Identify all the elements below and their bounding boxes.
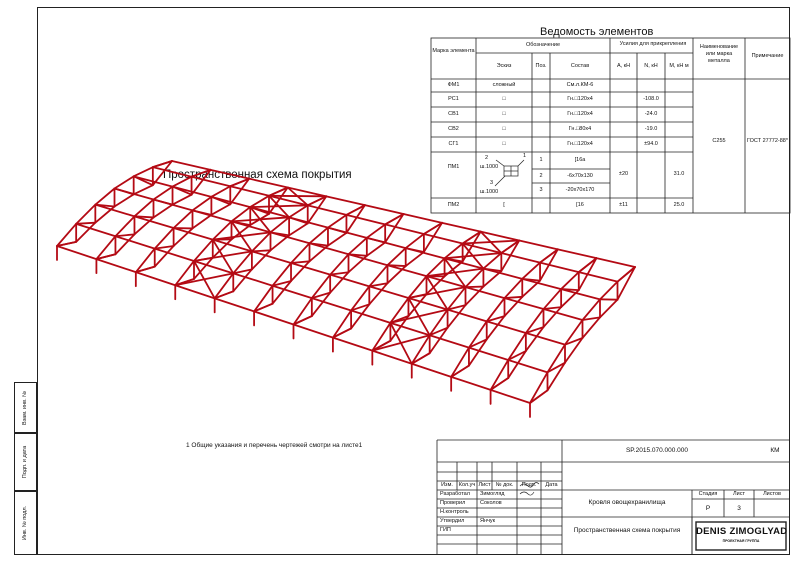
row-sketch: □	[502, 141, 506, 147]
metal-grade: С255	[712, 138, 726, 144]
stamp-header-kol: Кол.уч	[458, 482, 476, 488]
row-composition: Гн.□120х4	[567, 141, 593, 147]
pm1-a: ±20	[618, 171, 629, 177]
header-designation: Обозначение	[525, 42, 560, 48]
pm1-pos: 2	[539, 173, 543, 179]
stamp-header-izm: Изм.	[441, 482, 453, 488]
stamp-header-podp: Подп.	[521, 482, 537, 488]
role-name: Зимогляд	[480, 491, 505, 497]
general-note: 1 Общие указания и перечень чертежей смотри на листе1	[186, 442, 363, 449]
role-label: Н.контроль	[440, 509, 469, 515]
side-label-swap-inv: Взам. инв. №	[22, 390, 29, 425]
header-metal: Наименование или марка металла	[699, 44, 739, 64]
row-composition: Гн.□120х4	[567, 111, 593, 117]
sheets-label: Листов	[763, 491, 781, 497]
role-label: Проверил	[440, 500, 466, 506]
pm1-composition: -20х70х170	[565, 187, 595, 193]
header-a: А, кН	[616, 63, 631, 69]
row-sketch: □	[502, 96, 506, 102]
header-composition: Состав	[570, 63, 590, 69]
pm1-pos: 3	[539, 187, 543, 193]
role-label: Разработал	[440, 491, 470, 497]
row-sketch: сложный	[492, 82, 516, 88]
pm1-sketch-label-2: 2	[485, 155, 489, 161]
side-label-sign-date: Подп. и дата	[22, 445, 29, 479]
drawing-title: Пространственная схема покрытия	[163, 169, 352, 181]
pm1-sketch-size-2: ш.1000	[480, 189, 499, 195]
row-mark: СГ1	[448, 141, 459, 147]
row-n: ±94.0	[644, 141, 658, 147]
row-mark: СВ1	[448, 111, 459, 117]
row-sketch: □	[502, 126, 506, 132]
header-mark: Марка элемента	[432, 48, 475, 54]
pm1-composition: [16а	[574, 157, 586, 163]
pm1-composition: -6х70х130	[567, 173, 593, 179]
pm1-sketch-label-1: 1	[523, 153, 527, 159]
standard-note: ГОСТ 27772-88*	[746, 138, 788, 144]
pm2-m: 25.0	[673, 202, 685, 208]
sheet-title: Пространственная схема покрытия	[573, 527, 681, 534]
drawing-mark: КМ	[770, 447, 780, 454]
row-sketch: □	[502, 111, 506, 117]
stamp-header-list: Лист	[478, 482, 491, 488]
row-n: -24.0	[644, 111, 658, 117]
pm2-composition: [16	[576, 202, 584, 208]
role-label: Утвердил	[440, 518, 465, 524]
sheet-label: Лист	[733, 491, 745, 497]
pm1-mark: ПМ1	[447, 164, 460, 170]
pm2-mark: ПМ2	[447, 202, 460, 208]
header-n: N, кН	[644, 63, 658, 69]
role-name: Янчук	[480, 518, 496, 524]
stage-value: Р	[705, 505, 711, 512]
stamp-header-date: Дата	[545, 482, 558, 488]
side-label-inv-orig: Инв. № подл.	[22, 505, 29, 541]
pm1-pos: 1	[539, 157, 543, 163]
row-mark: РС1	[448, 96, 459, 102]
stamp-header-ndoc: № док.	[495, 482, 514, 488]
company-name: DENIS ZIMOGLYAD	[696, 526, 788, 537]
header-sketch: Эскиз	[496, 63, 512, 69]
pm2-a: ±11	[619, 202, 628, 208]
elements-table-title: Ведомость элементов	[540, 26, 654, 38]
drawing-code: SP.2015.070.000.000	[625, 447, 689, 454]
row-n: -19.0	[644, 126, 658, 132]
role-label: ГИП	[440, 527, 451, 533]
company-subtitle: ПРОЕКТНАЯ ГРУППА	[722, 539, 760, 543]
sheet-value: 3	[737, 505, 741, 512]
row-n: -108.0	[643, 96, 659, 102]
row-composition: См.л.КМ-6	[566, 82, 594, 88]
role-name: Соколов	[480, 500, 502, 506]
row-mark: СВ2	[448, 126, 459, 132]
object-name: Кровля овощехранилища	[588, 499, 666, 506]
pm2-sketch: [	[503, 202, 505, 208]
header-forces: Усилия для прикрепления	[619, 41, 687, 47]
row-composition: Гн.□120х4	[567, 96, 593, 102]
stage-label: Стадия	[698, 491, 718, 497]
header-note: Примечание	[751, 53, 784, 59]
pm1-sketch-label-3: 3	[490, 180, 494, 186]
header-pos: Поз.	[535, 63, 547, 69]
pm1-m: 31.0	[673, 171, 685, 177]
row-mark: ФМ1	[447, 82, 460, 88]
header-m: М, кН м	[669, 63, 689, 69]
pm1-sketch-size-1: ш.1000	[480, 164, 499, 170]
row-composition: Гн.□80х4	[568, 126, 592, 132]
